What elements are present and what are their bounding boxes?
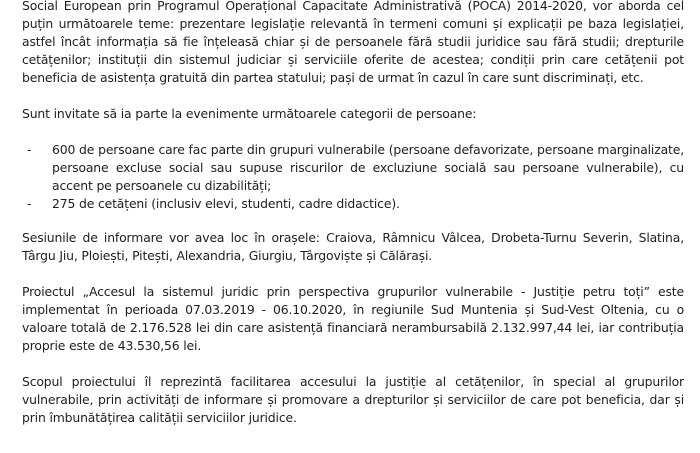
- sessions-paragraph: Sesiunile de informare vor avea loc în orașele: Craiova, Râmnicu Vâlcea, Drobeta-Turnu Severin, Slatina, Târgu Jiu, Ploiești, Pitești, Alexandria, Giurgiu, Târgoviște și Călărași.: [22, 230, 684, 263]
- categories-list: [22, 141, 684, 213]
- category-text: 275 de cetățeni (inclusiv elevi, studenti, cadre didactice).: [52, 196, 400, 211]
- document-body: [22, 0, 684, 445]
- list-item: [22, 195, 684, 213]
- bullet-dash: -: [27, 196, 32, 211]
- intro-paragraph: Social European prin Programul Operațional Capacitate Administrativă (POCA) 2014-2020, vor aborda cel puțin următoarele teme: prezentare legislație relevantă în termeni comuni și explicații pe baza legislației, astfel încât informația să fie înțeleasă chiar și de persoanele fără studii juridice sau fără studii; drepturile cetățenilor; instituții din sistemul judiciar și serviciile oferite de acestea; condiții prin care cetățenii pot beneficia de asistența gratuită din partea statului; pași de urmat în cazul în care sunt discriminați, etc.: [22, 0, 684, 85]
- bullet-dash: -: [27, 142, 32, 157]
- list-item: [22, 141, 684, 195]
- invited-intro: Sunt invitate să ia parte la evenimente următoarele categorii de persoane:: [22, 106, 477, 121]
- category-text: 600 de persoane care fac parte din grupuri vulnerabile (persoane defavorizate, persoane marginalizate, persoane excluse social sau supuse riscurilor de excluziune socială sau persoane vulnerabile), cu accent pe persoanele cu dizabilități;: [52, 142, 684, 193]
- project-paragraph: Proiectul „Accesul la sistemul juridic prin perspectiva grupurilor vulnerabile - Justiție petru toți” este implementat în perioada 07.03.2019 - 06.10.2020, în regiunile Sud Muntenia și Sud-Vest Oltenia, cu o valoare totală de 2.176.528 lei din care asistență financiară nerambursabilă 2.132.997,44 lei, iar contribuția proprie este de 43.530,56 lei.: [22, 284, 684, 353]
- purpose-paragraph: Scopul proiectului îl reprezintă facilitarea accesului la justiție al cetățenilor, în special al grupurilor vulnerabile, prin activități de informare și promovare a drepturilor și serviciilor de care pot beneficia, dar și prin îmbunătățirea calității serviciilor juridice.: [22, 374, 684, 425]
